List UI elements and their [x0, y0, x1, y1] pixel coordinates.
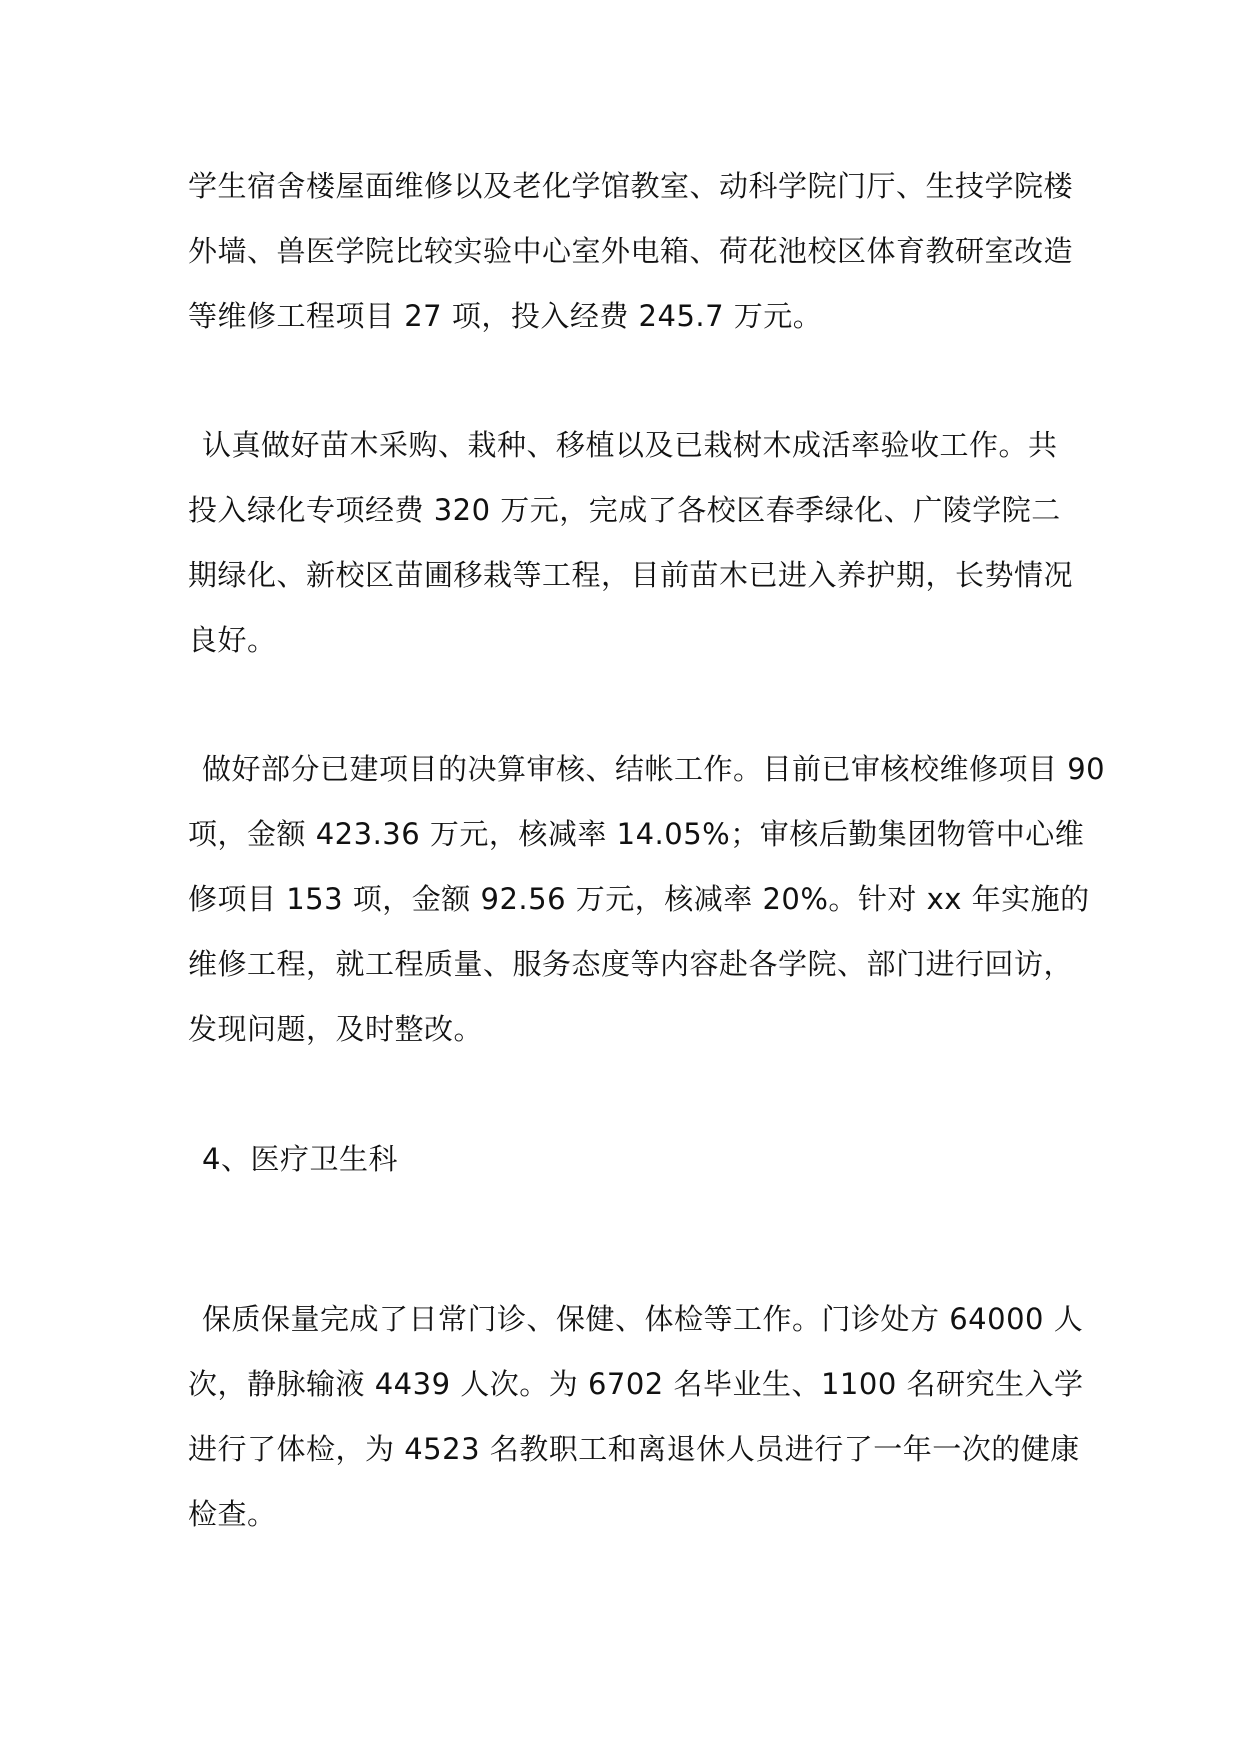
- paragraph-greening-work: [188, 413, 1088, 673]
- text-line: 期绿化、新校区苗圃移栽等工程，目前苗木已进入养护期，长势情况: [188, 558, 1074, 592]
- text-line: 次，静脉输液 4439 人次。为 6702 名毕业生、1100 名研究生入学: [188, 1367, 1084, 1401]
- text-line: 学生宿舍楼屋面维修以及老化学馆教室、动科学院门厅、生技学院楼: [188, 169, 1074, 203]
- text-line: 项，金额 423.36 万元，核减率 14.05%；审核后勤集团物管中心维: [188, 817, 1085, 851]
- section-heading-medical: [188, 1127, 1088, 1192]
- text-line: 投入绿化专项经费 320 万元，完成了各校区春季绿化、广陵学院二: [188, 493, 1061, 527]
- text-line: 发现问题，及时整改。: [188, 1012, 484, 1046]
- text-line: 修项目 153 项，金额 92.56 万元，核减率 20%。针对 xx 年实施的: [188, 882, 1090, 916]
- text-line: 认真做好苗木采购、栽种、移植以及已栽树木成活率验收工作。共: [202, 428, 1058, 462]
- text-line: 检查。: [188, 1497, 277, 1531]
- text-line: 等维修工程项目 27 项，投入经费 245.7 万元。: [188, 299, 823, 333]
- text-line: 外墙、兽医学院比较实验中心室外电箱、荷花池校区体育教研室改造: [188, 234, 1074, 268]
- section-heading: 4、医疗卫生科: [202, 1142, 398, 1176]
- paragraph-audit-work: [188, 737, 1106, 1062]
- paragraph-maintenance-projects: [188, 154, 1088, 349]
- text-line: 进行了体检，为 4523 名教职工和离退休人员进行了一年一次的健康: [188, 1432, 1080, 1466]
- text-line: 做好部分已建项目的决算审核、结帐工作。目前已审核校维修项目 90: [202, 752, 1106, 786]
- text-line: 维修工程，就工程质量、服务态度等内容赴各学院、部门进行回访，: [188, 947, 1074, 981]
- paragraph-medical-work: [188, 1287, 1088, 1547]
- text-line: 保质保量完成了日常门诊、保健、体检等工作。门诊处方 64000 人: [202, 1302, 1084, 1336]
- text-line: 良好。: [188, 623, 277, 657]
